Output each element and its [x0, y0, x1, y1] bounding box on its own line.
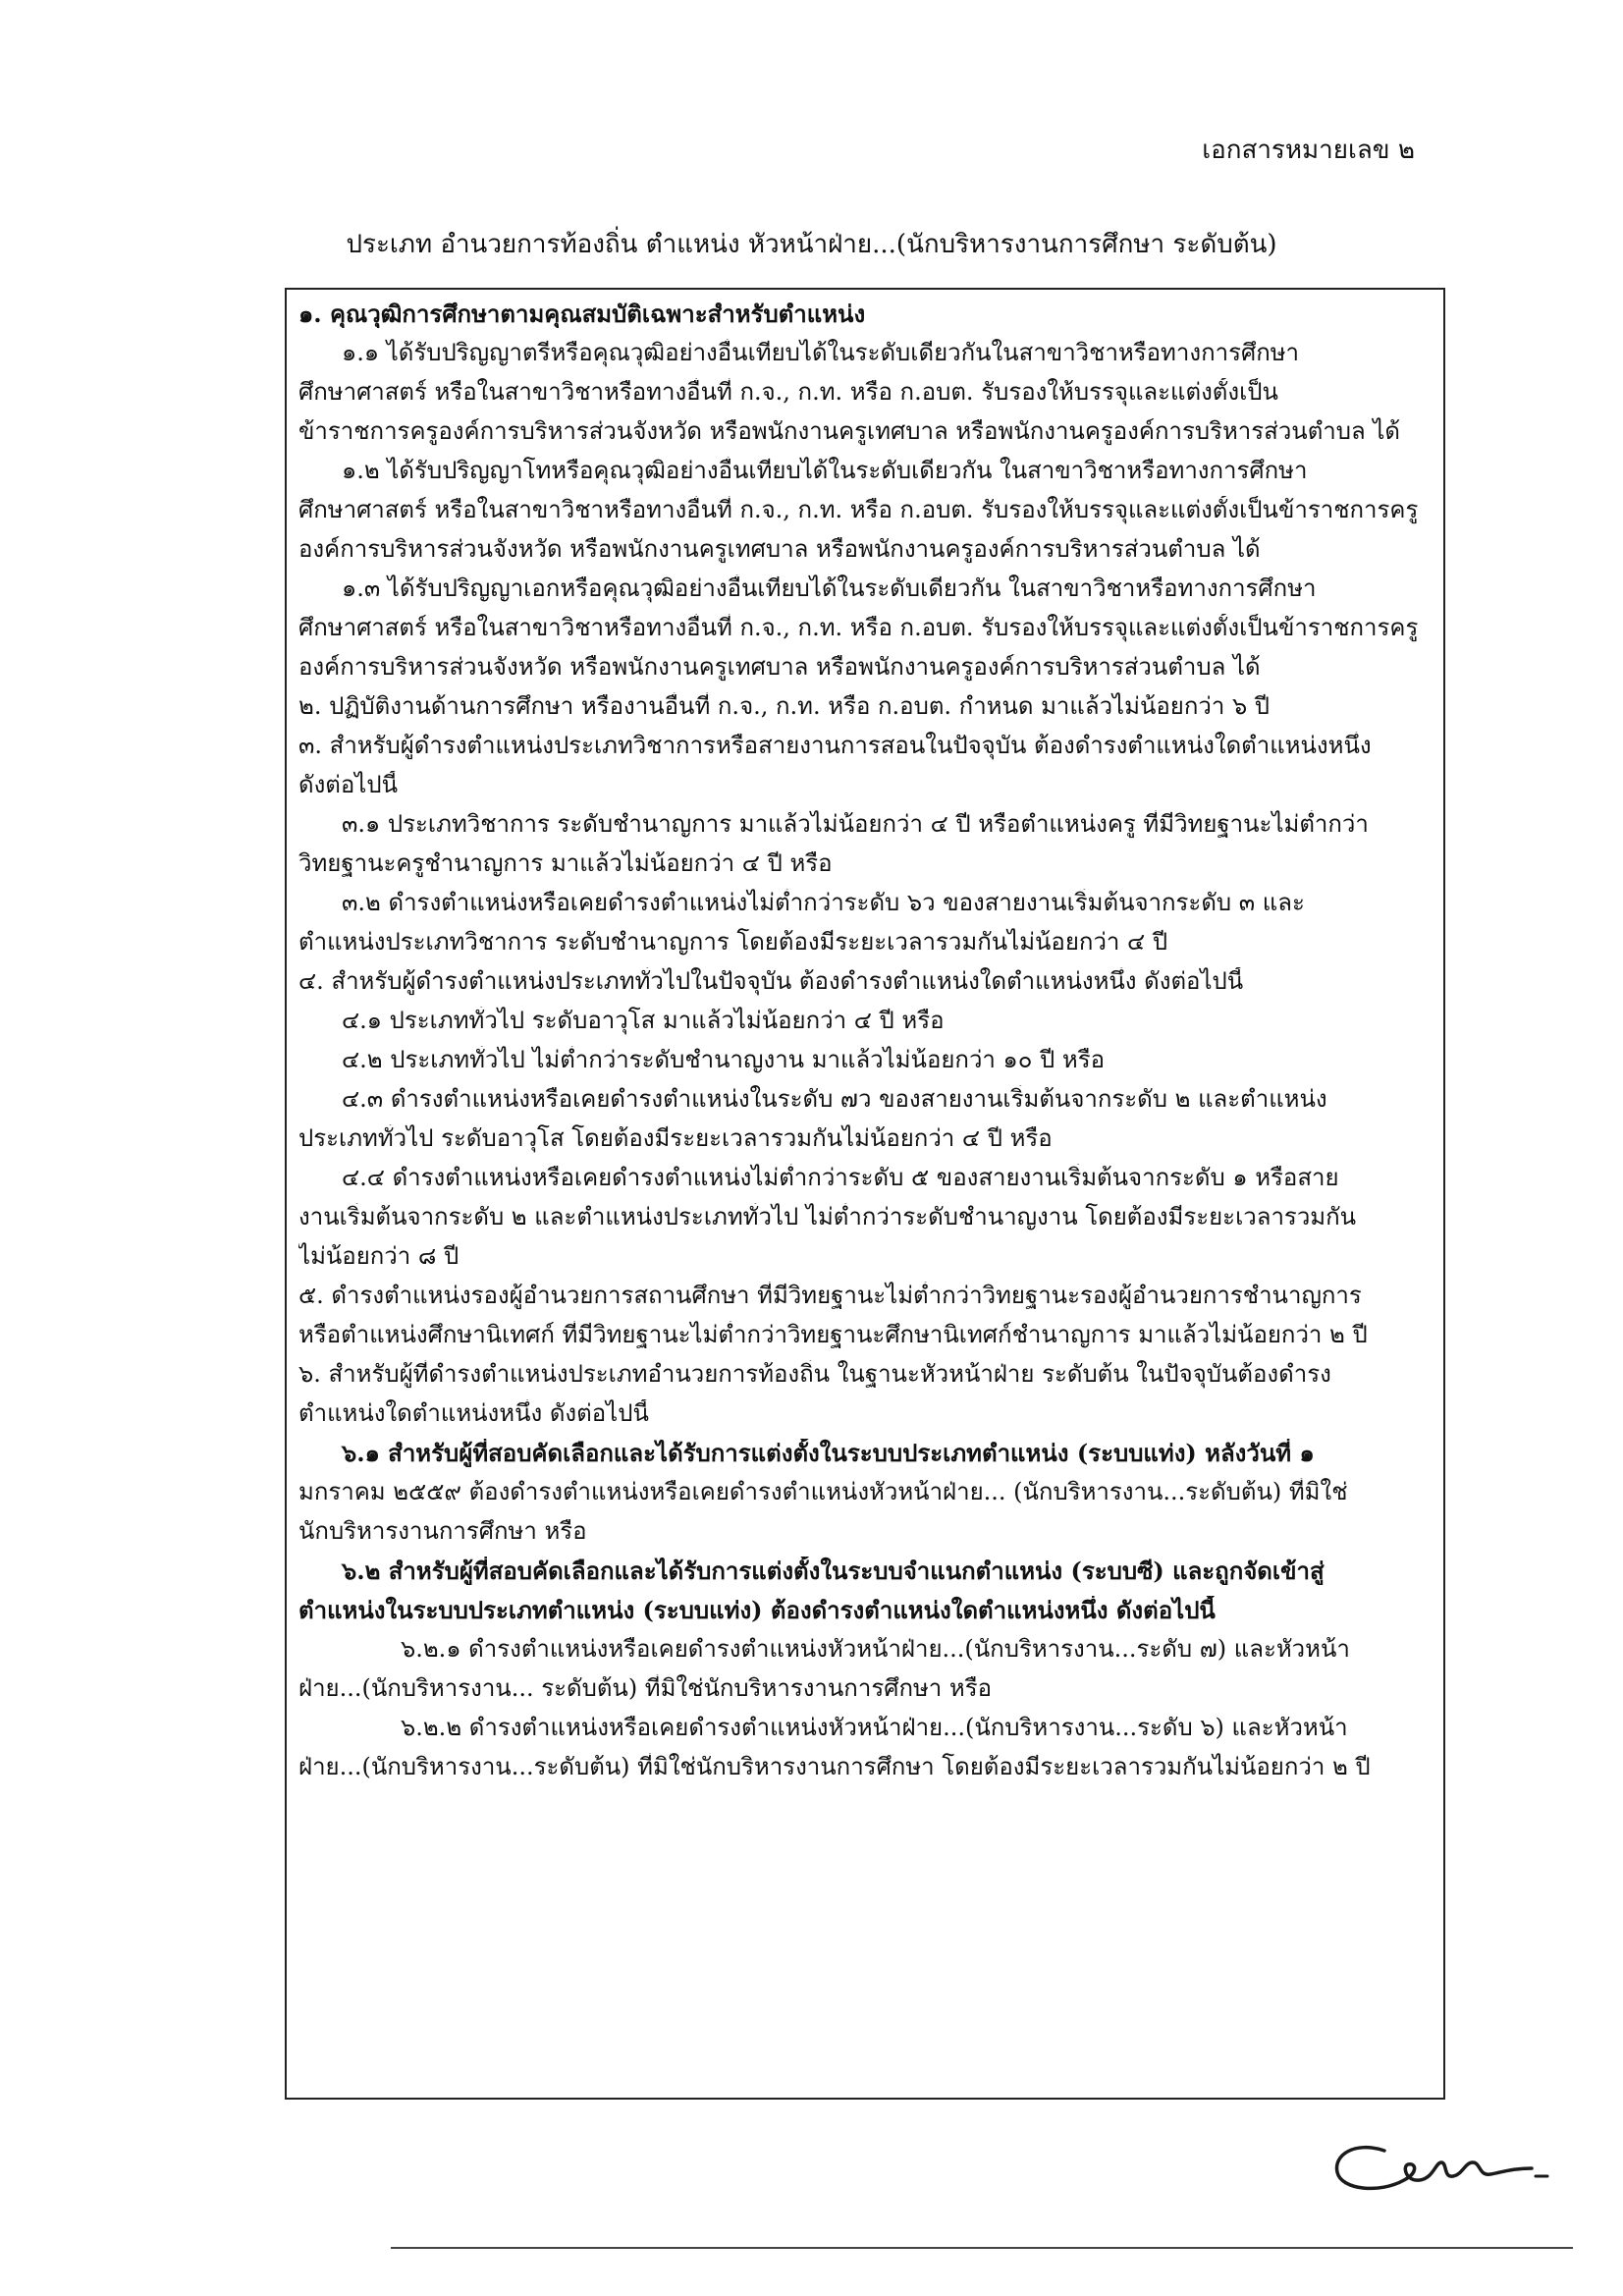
section-6: ๖. สำหรับผู้ที่ดำรงตำแหน่งประเภทอำนวยการท้องถิ่น ในฐานะหัวหน้าฝ่าย ระดับต้น ในปัจจุบันต้องดำรง — [298, 1360, 1331, 1388]
section-6-cont: ตำแหน่งใดตำแหน่งหนึ่ง ดังต่อไปนี้ — [298, 1399, 649, 1427]
item-4-2: ๔.๒ ประเภททั่วไป ไม่ต่ำกว่าระดับชำนาญงาน มาแล้วไม่น้อยกว่า ๑๐ ปี หรือ — [342, 1046, 1106, 1073]
item-3-1-cont: วิทยฐานะครูชำนาญการ มาแล้วไม่น้อยกว่า ๔ ปี หรือ — [298, 849, 833, 877]
item-3-2: ๓.๒ ดำรงตำแหน่งหรือเคยดำรงตำแหน่งไม่ต่ำกว่าระดับ ๖ว ของสายงานเริ่มต้นจากระดับ ๓ และ — [342, 889, 1305, 916]
item-6-2-1-cont: ฝ่าย...(นักบริหารงาน... ระดับต้น) ที่มิใช่นักบริหารงานการศึกษา หรือ — [298, 1674, 993, 1702]
section-3-cont: ดังต่อไปนี้ — [298, 771, 399, 798]
item-1-1-cont: ศึกษาศาสตร์ หรือในสาขาวิชาหรือทางอื่นที่ ก.จ., ก.ท. หรือ ก.อบต. รับรองให้บรรจุและแต่งตั้งเป็น — [298, 378, 1278, 406]
item-4-4: ๔.๔ ดำรงตำแหน่งหรือเคยดำรงตำแหน่งไม่ต่ำกว่าระดับ ๕ ของสายงานเริ่มต้นจากระดับ ๑ หรือสาย — [342, 1164, 1339, 1191]
item-6-1: ๖.๑ สำหรับผู้ที่สอบคัดเลือกและได้รับการแต่งตั้งในระบบประเภทตำแหน่ง (ระบบแท่ง) หลังวันที่ ๑ — [342, 1439, 1315, 1467]
item-1-3-cont: ศึกษาศาสตร์ หรือในสาขาวิชาหรือทางอื่นที่ ก.จ., ก.ท. หรือ ก.อบต. รับรองให้บรรจุและแต่งตั้งเป็นข้าราชการครู — [298, 614, 1419, 641]
item-4-3-cont: ประเภททั่วไป ระดับอาวุโส โดยต้องมีระยะเวลารวมกันไม่น้อยกว่า ๔ ปี หรือ — [298, 1124, 1053, 1152]
item-4-4-cont: ไม่น้อยกว่า ๘ ปี — [298, 1242, 460, 1270]
item-6-2-2: ๖.๒.๒ ดำรงตำแหน่งหรือเคยดำรงตำแหน่งหัวหน้าฝ่าย...(นักบริหารงาน...ระดับ ๖) และหัวหน้า — [401, 1714, 1348, 1741]
item-6-2-2-cont: ฝ่าย...(นักบริหารงาน...ระดับต้น) ที่มิใช่นักบริหารงานการศึกษา โดยต้องมีระยะเวลารวมกันไม่น้อยกว่า ๒ ปี — [298, 1753, 1371, 1780]
item-6-2: ๖.๒ สำหรับผู้ที่สอบคัดเลือกและได้รับการแต่งตั้งในระบบจำแนกตำแหน่ง (ระบบซี) และถูกจัดเข้าสู่ — [342, 1557, 1325, 1585]
signature-mark — [1325, 2133, 1551, 2202]
item-1-3: ๑.๓ ได้รับปริญญาเอกหรือคุณวุฒิอย่างอื่นเทียบได้ในระดับเดียวกัน ในสาขาวิชาหรือทางการศึกษา — [342, 574, 1317, 602]
section-1-heading: ๑. คุณวุฒิการศึกษาตามคุณสมบัติเฉพาะสำหรับตำแหน่ง — [298, 300, 866, 328]
item-1-1: ๑.๑ ได้รับปริญญาตรีหรือคุณวุฒิอย่างอื่นเทียบได้ในระดับเดียวกันในสาขาวิชาหรือทางการศึกษา — [342, 339, 1300, 366]
item-1-2: ๑.๒ ได้รับปริญญาโทหรือคุณวุฒิอย่างอื่นเทียบได้ในระดับเดียวกัน ในสาขาวิชาหรือทางการศึกษา — [342, 457, 1308, 484]
item-4-3: ๔.๓ ดำรงตำแหน่งหรือเคยดำรงตำแหน่งในระดับ ๗ว ของสายงานเริ่มต้นจากระดับ ๒ และตำแหน่ง — [342, 1085, 1327, 1113]
item-3-1: ๓.๑ ประเภทวิชาการ ระดับชำนาญการ มาแล้วไม่น้อยกว่า ๔ ปี หรือตำแหน่งครู ที่มีวิทยฐานะไม่ต่ำกว่า — [342, 810, 1369, 838]
item-6-2-cont: ตำแหน่งในระบบประเภทตำแหน่ง (ระบบแท่ง) ต้องดำรงตำแหน่งใดตำแหน่งหนึ่ง ดังต่อไปนี้ — [298, 1596, 1216, 1624]
item-4-1: ๔.๑ ประเภททั่วไป ระดับอาวุโส มาแล้วไม่น้อยกว่า ๔ ปี หรือ — [342, 1007, 945, 1034]
item-1-2-cont: ศึกษาศาสตร์ หรือในสาขาวิชาหรือทางอื่นที่ ก.จ., ก.ท. หรือ ก.อบต. รับรองให้บรรจุและแต่งตั้งเป็นข้าราชการครู — [298, 496, 1419, 523]
section-4: ๔. สำหรับผู้ดำรงตำแหน่งประเภททั่วไปในปัจจุบัน ต้องดำรงตำแหน่งใดตำแหน่งหนึ่ง ดังต่อไปนี้ — [298, 967, 1244, 995]
document-number: เอกสารหมายเลข ๒ — [1202, 136, 1415, 165]
section-5-cont: หรือตำแหน่งศึกษานิเทศก์ ที่มีวิทยฐานะไม่ต่ำกว่าวิทยฐานะศึกษานิเทศก์ชำนาญการ มาแล้วไม่น้อยกว่า ๒ ปี — [298, 1321, 1368, 1348]
document-title: ประเภท อำนวยการท้องถิ่น ตำแหน่ง หัวหน้าฝ่าย...(นักบริหารงานการศึกษา ระดับต้น) — [346, 230, 1277, 259]
footer-rule — [391, 2247, 1573, 2249]
item-6-1-cont: มกราคม ๒๕๕๙ ต้องดำรงตำแหน่งหรือเคยดำรงตำแหน่งหัวหน้าฝ่าย... (นักบริหารงาน...ระดับต้น) ที่มิใช่ — [298, 1478, 1348, 1505]
qualification-box — [285, 288, 1445, 2100]
item-6-2-1: ๖.๒.๑ ดำรงตำแหน่งหรือเคยดำรงตำแหน่งหัวหน้าฝ่าย...(นักบริหารงาน...ระดับ ๗) และหัวหน้า — [401, 1635, 1350, 1663]
section-2: ๒. ปฏิบัติงานด้านการศึกษา หรืองานอื่นที่ ก.จ., ก.ท. หรือ ก.อบต. กำหนด มาแล้วไม่น้อยกว่า ๖ ปี — [298, 692, 1271, 720]
section-3: ๓. สำหรับผู้ดำรงตำแหน่งประเภทวิชาการหรือสายงานการสอนในปัจจุบัน ต้องดำรงตำแหน่งใดตำแหน่งหนึ่ง — [298, 732, 1372, 759]
item-1-1-cont: ข้าราชการครูองค์การบริหารส่วนจังหวัด หรือพนักงานครูเทศบาล หรือพนักงานครูองค์การบริหารส่วนตำบล ได้ — [298, 417, 1400, 445]
item-3-2-cont: ตำแหน่งประเภทวิชาการ ระดับชำนาญการ โดยต้องมีระยะเวลารวมกันไม่น้อยกว่า ๔ ปี — [298, 928, 1168, 956]
item-4-4-cont: งานเริ่มต้นจากระดับ ๒ และตำแหน่งประเภททั่วไป ไม่ต่ำกว่าระดับชำนาญงาน โดยต้องมีระยะเวลารวมกัน — [298, 1203, 1357, 1230]
item-1-3-cont: องค์การบริหารส่วนจังหวัด หรือพนักงานครูเทศบาล หรือพนักงานครูองค์การบริหารส่วนตำบล ได้ — [298, 653, 1261, 681]
item-6-1-cont: นักบริหารงานการศึกษา หรือ — [298, 1517, 587, 1545]
section-5: ๕. ดำรงตำแหน่งรองผู้อำนวยการสถานศึกษา ที่มีวิทยฐานะไม่ต่ำกว่าวิทยฐานะรองผู้อำนวยการชำนาญการ — [298, 1282, 1362, 1309]
item-1-2-cont: องค์การบริหารส่วนจังหวัด หรือพนักงานครูเทศบาล หรือพนักงานครูองค์การบริหารส่วนตำบล ได้ — [298, 535, 1261, 563]
